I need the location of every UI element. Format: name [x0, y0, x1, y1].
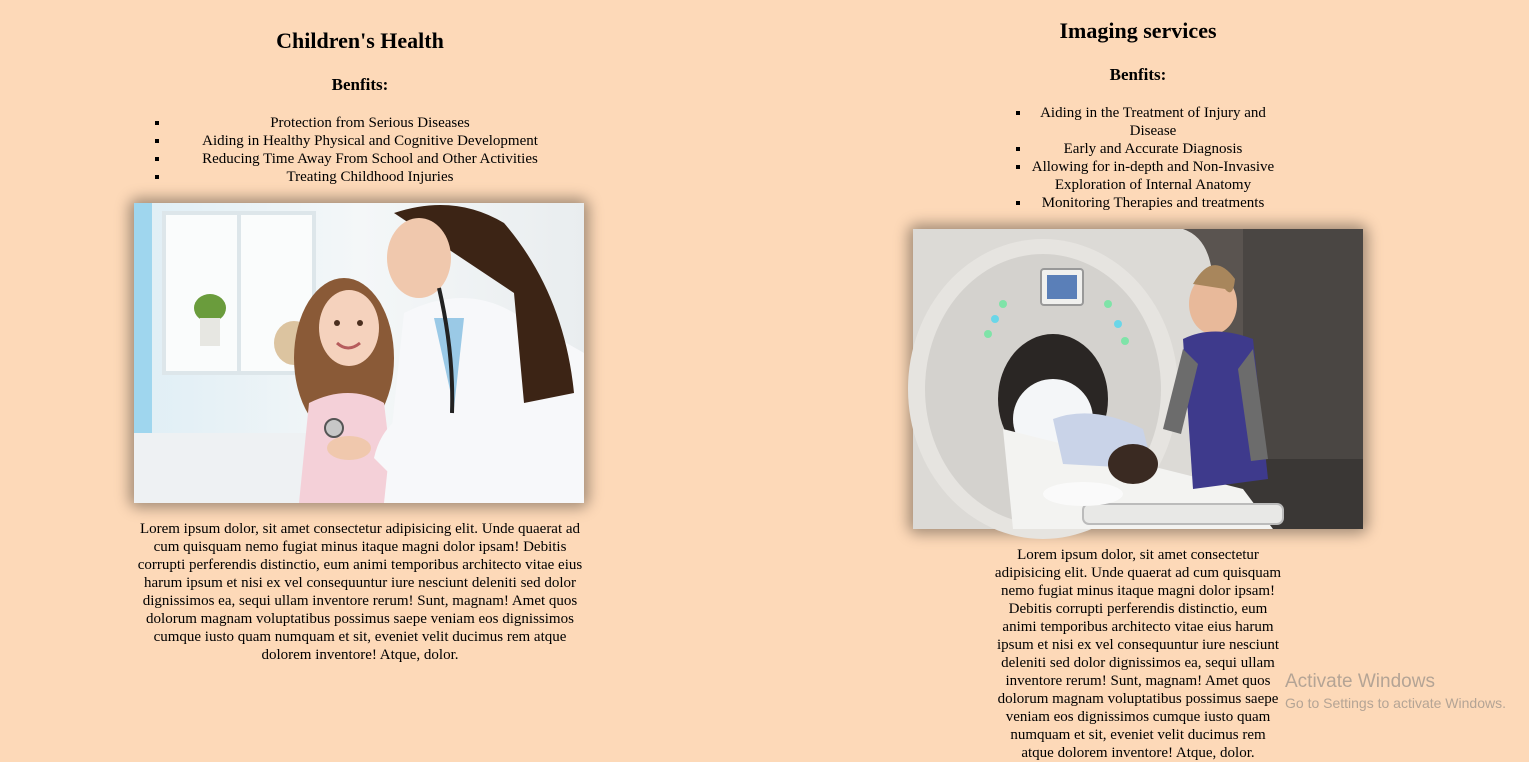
list-item: ▪ Aiding in the Treatment of Injury and Disease — [1031, 104, 1276, 140]
benefits-heading: Benfits: — [1109, 65, 1167, 84]
list-item: ▪ Protection from Serious Diseases — [170, 114, 570, 132]
body-text: Lorem ipsum dolor, sit amet consectetur adipisicing elit. Unde quaerat ad cum quisquam nemo fugiat minus itaque magni dolor ipsam! Debitis corrupti perferendis distinctio, eum animi temporibus architecto vitae eius harum ipsum et nisi ex vel consequuntur iure nesciunt deleniti sed dolor dignissimos ea, sequi ullam inventore rerum! Sunt, magnam! Amet quos dolorum magnam voluptatibus possimus saepe veniam eos dignissimos cumque iusto quam numquam et sit, eveniet velit ducimus rem atque dolorem inventore! Atque, dolor. — [137, 521, 583, 663]
childrens-health-card — [130, 28, 590, 664]
watermark-title: Activate Windows — [1285, 671, 1435, 692]
doctor-child-illustration — [134, 203, 584, 503]
watermark-subtitle: Go to Settings to activate Windows. — [1285, 695, 1506, 711]
benefits-list — [150, 114, 570, 186]
list-item: ▪ Monitoring Therapies and treatments — [1031, 194, 1276, 212]
activate-windows-watermark — [1285, 670, 1506, 712]
benefits-list — [1001, 104, 1276, 212]
card-title: Children's Health — [276, 28, 444, 53]
doctor-child-photo — [134, 203, 584, 503]
list-item: ▪ Reducing Time Away From School and Other Activities — [170, 150, 570, 168]
body-text: Lorem ipsum dolor, sit amet consectetur adipisicing elit. Unde quaerat ad cum quisquam nemo fugiat minus itaque magni dolor ipsam! Debitis corrupti perferendis distinctio, eum animi temporibus architecto vitae eius harum ipsum et nisi ex vel consequuntur iure nesciunt deleniti sed dolor dignissimos ea, sequi ullam inventore rerum! Sunt, magnam! Amet quos dolorum magnam voluptatibus possimus saepe veniam eos dignissimos cumque iusto quam numquam et sit, eveniet velit ducimus rem atque dolorem inventore! Atque, dolor. — [994, 547, 1282, 761]
list-item: ▪ Allowing for in-depth and Non-Invasive Exploration of Internal Anatomy — [1031, 158, 1276, 194]
benefits-heading: Benfits: — [331, 75, 389, 94]
list-item: ▪ Aiding in Healthy Physical and Cognitive Development — [170, 132, 570, 150]
mri-scanner-illustration — [913, 229, 1363, 529]
list-item: ▪ Treating Childhood Injuries — [170, 168, 570, 186]
mri-scanner-photo — [913, 229, 1363, 529]
imaging-services-card — [908, 18, 1368, 762]
list-item: ▪ Early and Accurate Diagnosis — [1031, 140, 1276, 158]
card-title: Imaging services — [1059, 18, 1217, 43]
